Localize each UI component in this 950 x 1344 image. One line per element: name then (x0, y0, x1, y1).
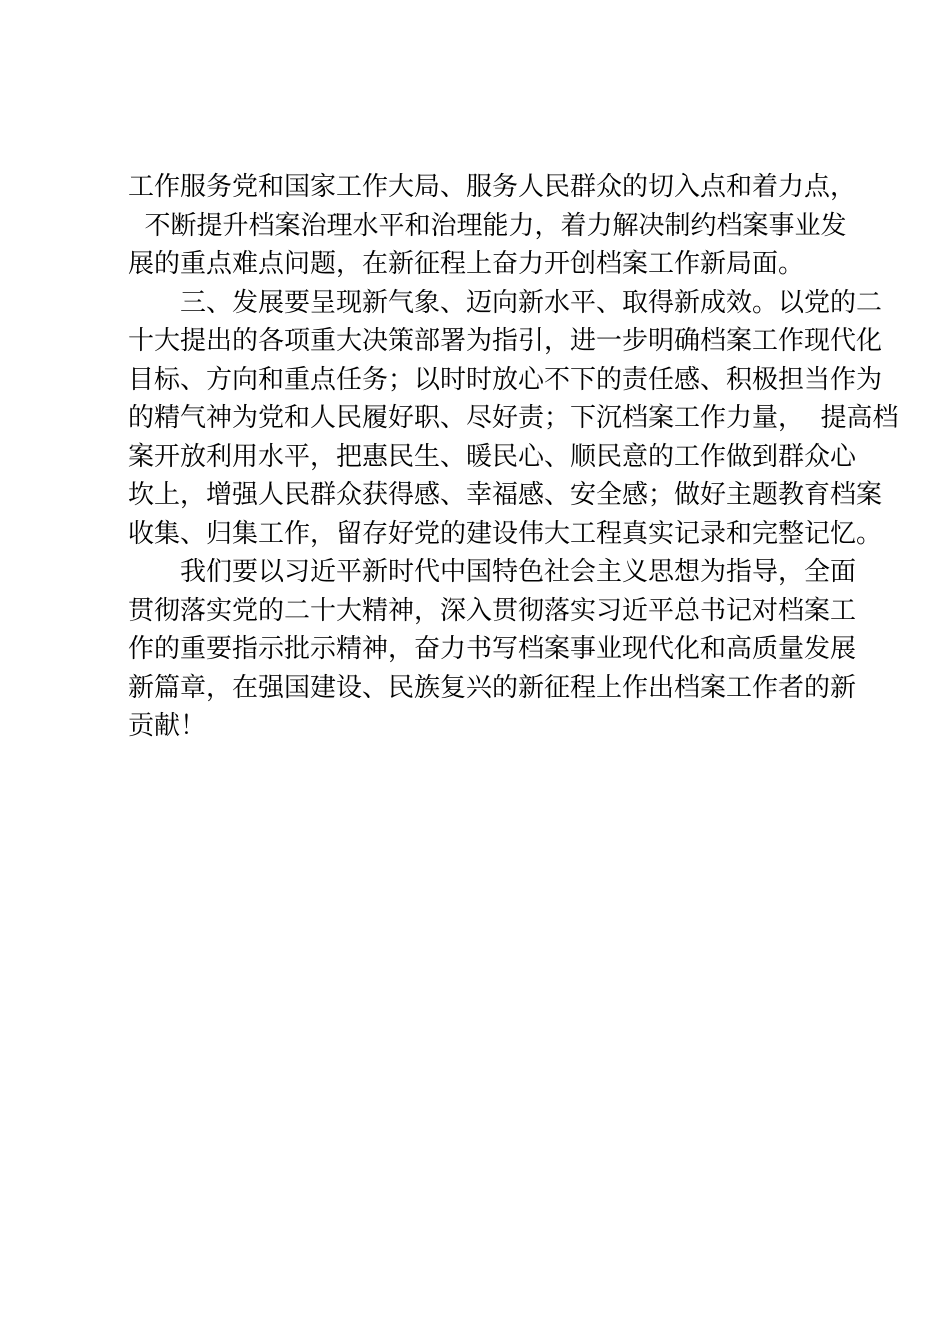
document-body (128, 168, 899, 746)
text-line: 工作服务党和国家工作大局、服务人民群众的切入点和着力点， (128, 172, 857, 202)
text-line: 展的重点难点问题，在新征程上奋力开创档案工作新局面。 (128, 249, 805, 279)
paragraph-continued (128, 168, 868, 284)
text-line: 十大提出的各项重大决策部署为指引，进一步明确档案工作现代化 (128, 326, 883, 356)
text-line: 的精气神为党和人民履好职、尽好责；下沉档案工作力量， 提高档 (128, 403, 899, 433)
paragraph-conclusion (128, 553, 868, 746)
text-line: 收集、归集工作，留存好党的建设伟大工程真实记录和完整记忆。 (128, 518, 883, 549)
text-line: 不断提升档案治理水平和治理能力，着力解决制约档案事业发 (128, 210, 847, 241)
text-line: 贯彻落实党的二十大精神，深入贯彻落实习近平总书记对档案工 (128, 595, 857, 626)
paragraph-section-three (128, 284, 899, 554)
text-line: 我们要以习近平新时代中国特色社会主义思想为指导，全面 (180, 557, 857, 587)
text-line: 目标、方向和重点任务；以时时放心不下的责任感、积极担当作为 (128, 364, 883, 395)
text-line: 坎上，增强人民群众获得感、幸福感、安全感；做好主题教育档案 (128, 480, 883, 510)
text-line: 三、发展要呈现新气象、迈向新水平、取得新成效。以党的二 (180, 287, 883, 318)
text-line: 作的重要指示批示精神，奋力书写档案事业现代化和高质量发展 (128, 634, 857, 664)
text-line: 贡献！ (128, 711, 207, 741)
text-line: 案开放利用水平，把惠民生、暖民心、顺民意的工作做到群众心 (128, 441, 857, 472)
text-line: 新篇章，在强国建设、民族复兴的新征程上作出档案工作者的新 (128, 672, 857, 703)
